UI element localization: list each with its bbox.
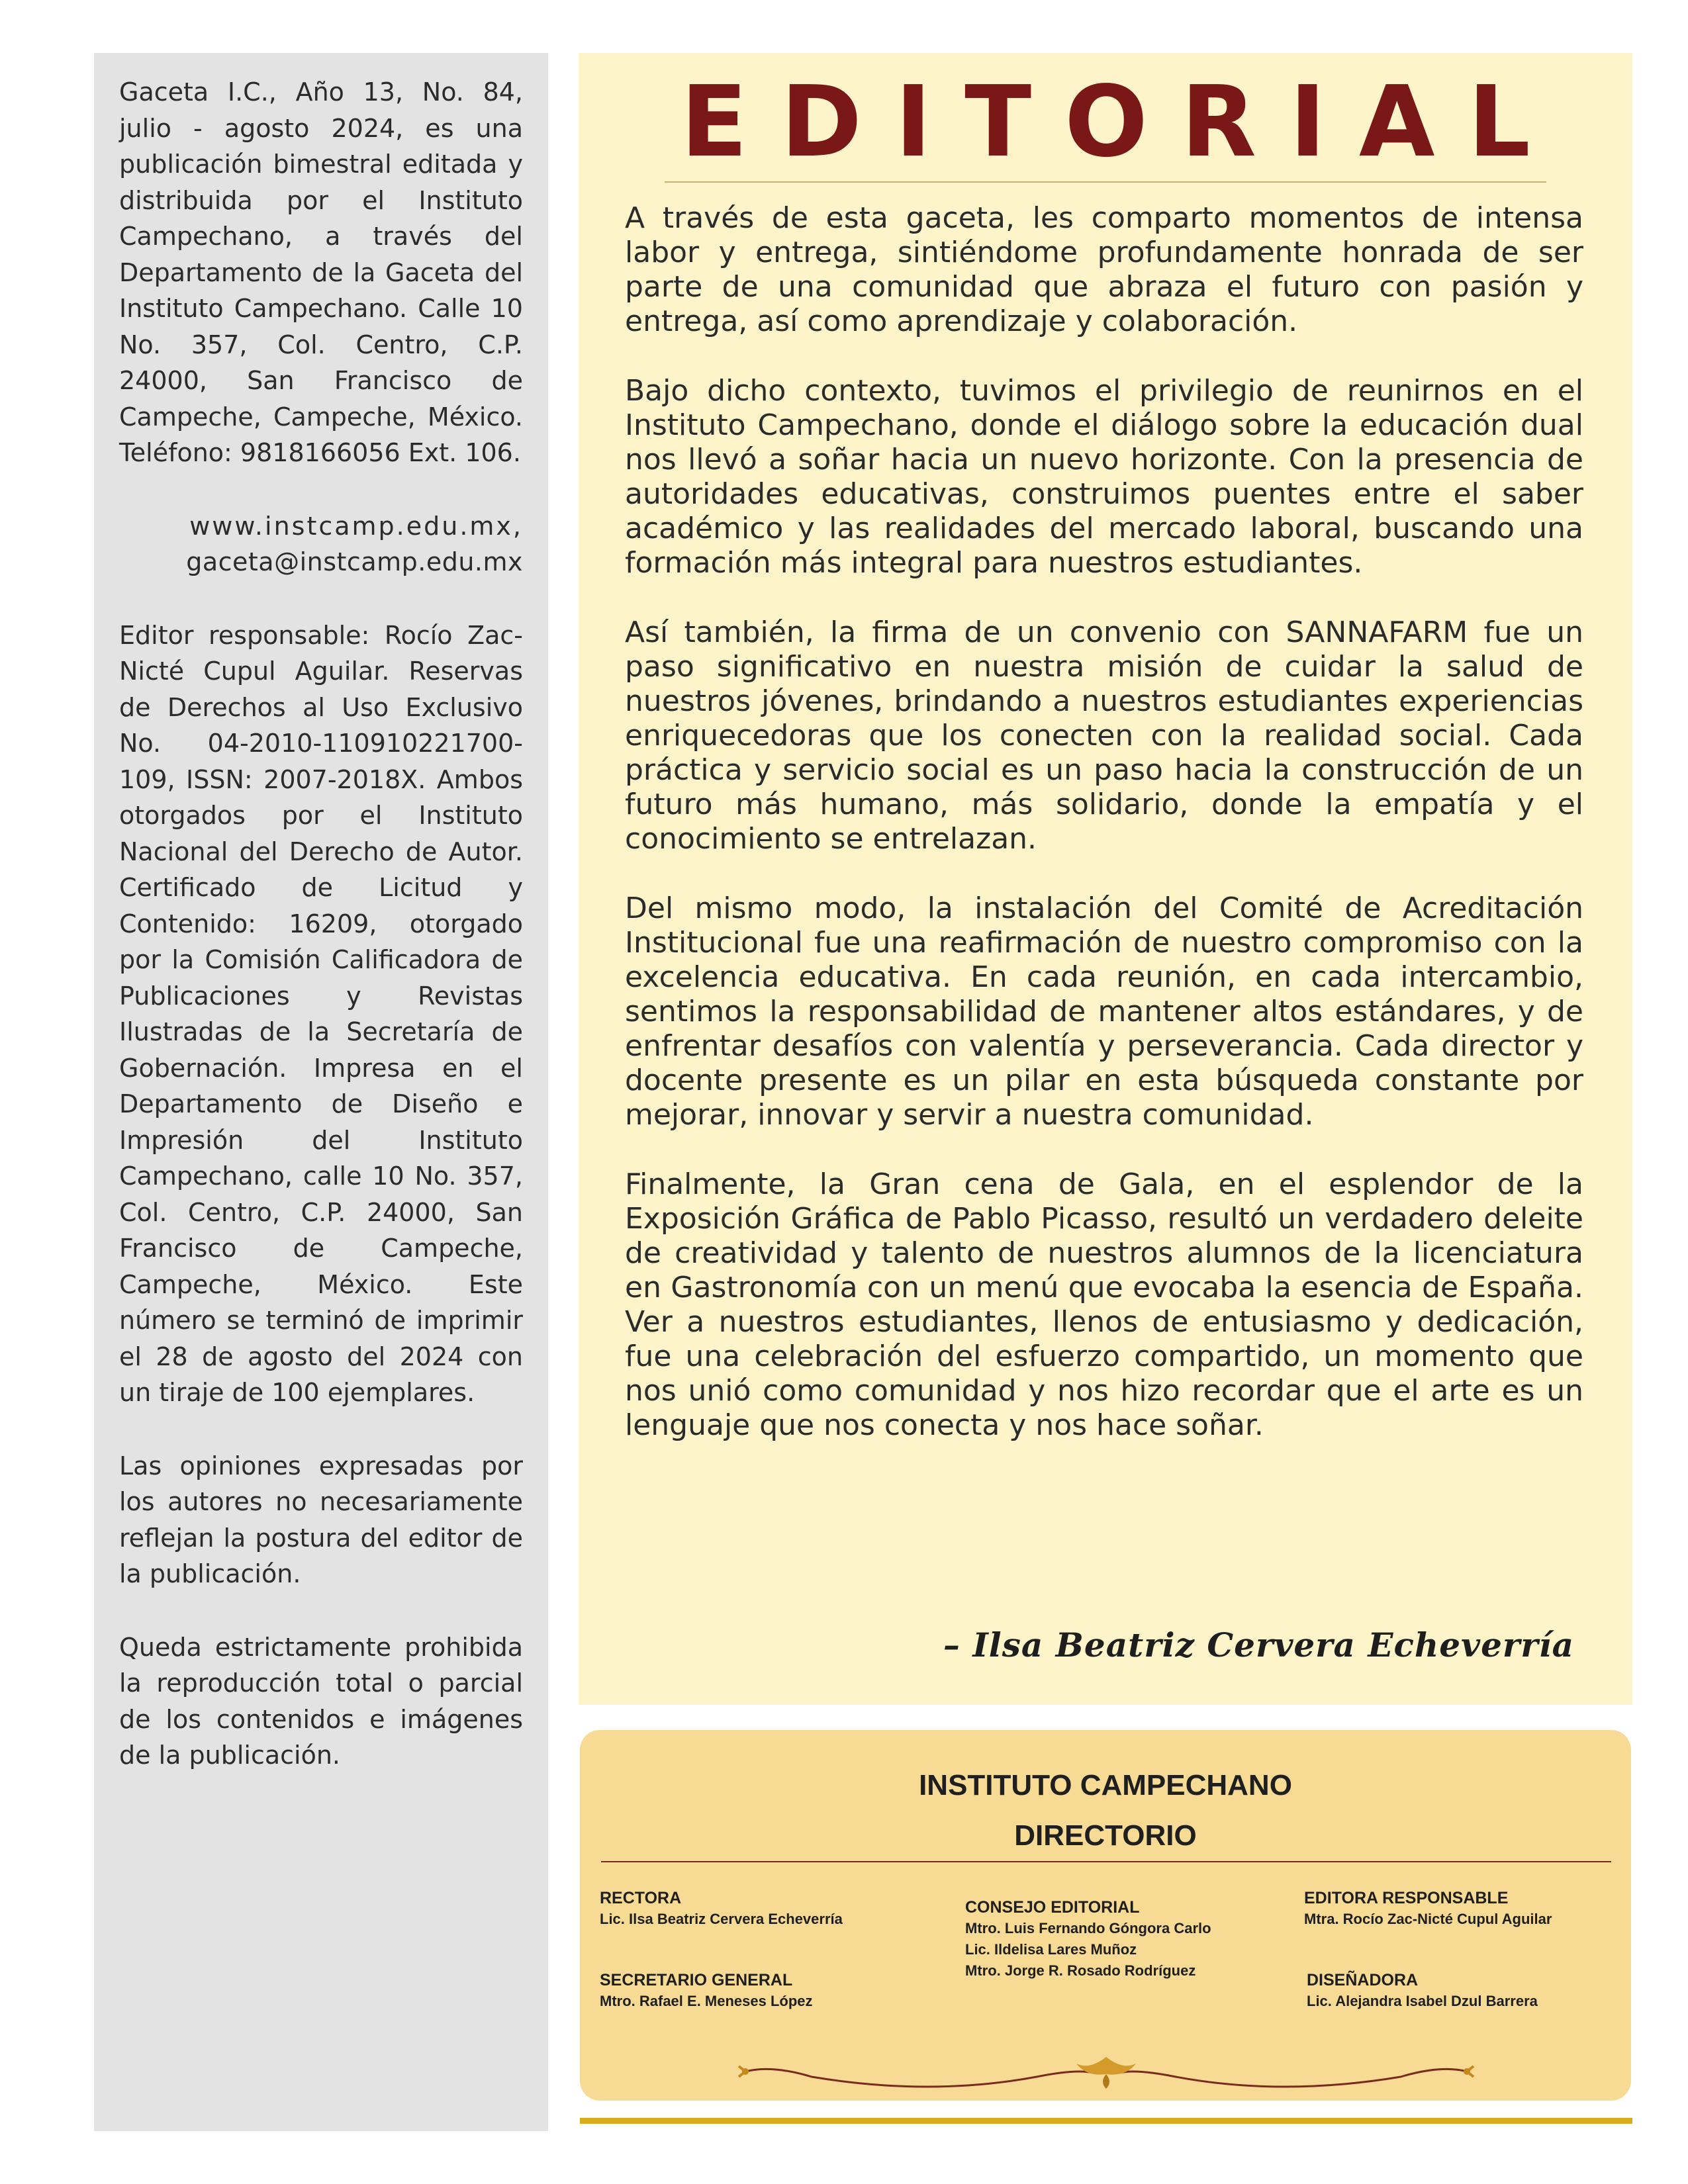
consejo-block [965, 1897, 1211, 1981]
rectora-block [600, 1888, 843, 1930]
editorial-paragraph: Así también, la firma de un convenio con SANNAFARM fue un paso significativo en nuestra misión de cuidar la salud de nuestros jóvenes, brindando a nuestros estudiantes experiencias enriquecedoras que los conecten con la realidad social. Cada práctica y servicio social es un paso hacia la construcción de un futuro más humano, más solidario, donde la empatía y el conocimiento se entrelazan. [625, 615, 1583, 856]
disenadora-block [1307, 1970, 1538, 2012]
editorial-title: EDITORIAL [680, 65, 1564, 179]
consejo-name: Mtro. Luis Fernando Góngora Carlo [965, 1920, 1211, 1936]
consejo-name: Mtro. Jorge R. Rosado Rodríguez [965, 1962, 1196, 1979]
editorial-signature: – Ilsa Beatriz Cervera Echeverría [943, 1625, 1574, 1664]
bottom-accent-rule [580, 2118, 1632, 2124]
prohibition-text: Queda estrictamente prohibida la reproducción total o parcial de los contenidos e imágenes de la publicación. [119, 1632, 523, 1770]
secretario-block [600, 1970, 813, 2012]
disenadora-title: DISEÑADORA [1307, 1971, 1419, 1989]
disenadora-name: Lic. Alejandra Isabel Dzul Barrera [1307, 1993, 1538, 2009]
secretario-title: SECRETARIO GENERAL [600, 1971, 793, 1989]
secretario-name: Mtro. Rafael E. Meneses López [600, 1993, 813, 2009]
editorial-paragraph: Bajo dicho contexto, tuvimos el privilegio de reunirnos en el Instituto Campechano, donde el diálogo sobre la educación dual nos llevó a soñar hacia un nuevo horizonte. Con la presencia de autoridades educativas, construimos puentes entre el saber académico y las realidades del mercado laboral, buscando una formación más integral para nuestros estudiantes. [625, 374, 1583, 580]
title-divider [665, 181, 1546, 183]
editorial-body [625, 201, 1583, 1478]
imprint-text: Gaceta I.C., Año 13, No. 84, julio - agosto 2024, es una publicación bimestral editada y distribuida por el Instituto Campechano, a través del Departamento de la Gaceta del Instituto Campechano. Calle 10 No. 357, Col. Centro, C.P. 24000, San Francisco de Campeche, Campeche, México. Teléfono: 9818166056 Ext. 106. [119, 77, 523, 467]
website-link[interactable]: www.instcamp.edu.mx, [189, 511, 523, 541]
editora-title: EDITORA RESPONSABLE [1304, 1889, 1509, 1907]
contact-links [119, 508, 523, 580]
editorial-paragraph: A través de esta gaceta, les comparto momentos de intensa labor y entrega, sintiéndome profundamente honrada de ser parte de una comunidad que abraza el futuro con pasión y entrega, así como aprendizaje y colaboración. [625, 201, 1583, 338]
institution-name: INSTITUTO CAMPECHANO [919, 1769, 1292, 1801]
email-link[interactable]: gaceta@instcamp.edu.mx [186, 547, 523, 576]
rights-text: Editor responsable: Rocío Zac-Nicté Cupul Aguilar. Reservas de Derechos al Uso Exclusivo No. 04-2010-110910221700-109, ISSN: 2007-2018X. Ambos otorgados por el Instituto Nacional del Derecho de Autor. Certificado de Licitud y Contenido: 16209, otorgado por la Comisión Calificadora de Publicaciones y Revistas Ilustradas de la Secretaría de Gobernación. Impresa en el Departamento de Diseño e Impresión del Instituto Campechano, calle 10 No. 357, Col. Centro, C.P. 24000, San Francisco de Campeche, Campeche, México. Este número se terminó de imprimir el 28 de agosto del 2024 con un tiraje de 100 ejemplares. [119, 620, 523, 1407]
consejo-name: Lic. Ildelisa Lares Muñoz [965, 1941, 1137, 1958]
editora-block [1304, 1888, 1552, 1930]
consejo-title: CONSEJO EDITORIAL [965, 1898, 1140, 1917]
rectora-title: RECTORA [600, 1889, 682, 1907]
directory-heading: DIRECTORIO [1014, 1819, 1197, 1852]
editorial-panel [579, 53, 1632, 1705]
directory-card [580, 1730, 1631, 2101]
editorial-paragraph: Finalmente, la Gran cena de Gala, en el esplendor de la Exposición Gráfica de Pablo Picasso, resultó un verdadero deleite de creatividad y talento de nuestros alumnos de la licenciatura en Gastronomía con un menú que evocaba la esencia de España. Ver a nuestros estudiantes, llenos de entusiasmo y dedicación, fue una celebración del esfuerzo compartido, un momento que nos unió como comunidad y nos hizo recordar que el arte es un lenguaje que nos conecta y nos hace soñar. [625, 1167, 1583, 1442]
editora-name: Mtra. Rocío Zac-Nicté Cupul Aguilar [1304, 1911, 1552, 1927]
disclaimer-text: Las opiniones expresadas por los autores no necesariamente reflejan la postura del editor de la publicación. [119, 1451, 523, 1588]
rectora-name: Lic. Ilsa Beatriz Cervera Echeverría [600, 1911, 843, 1927]
flourish-ornament-icon [732, 2050, 1480, 2093]
directory-header [580, 1760, 1631, 1861]
editorial-paragraph: Del mismo modo, la instalación del Comité de Acreditación Institucional fue una reafirmación de nuestro compromiso con la excelencia educativa. En cada reunión, en cada intercambio, sentimos la responsabilidad de mantener altos estándares, y de enfrentar desafíos con valentía y perseverancia. Cada director y docente presente es un pilar en esta búsqueda constante por mejorar, innovar y servir a nuestra comunidad. [625, 891, 1583, 1132]
directory-divider [601, 1861, 1611, 1862]
imprint-sidebar [94, 53, 548, 2131]
